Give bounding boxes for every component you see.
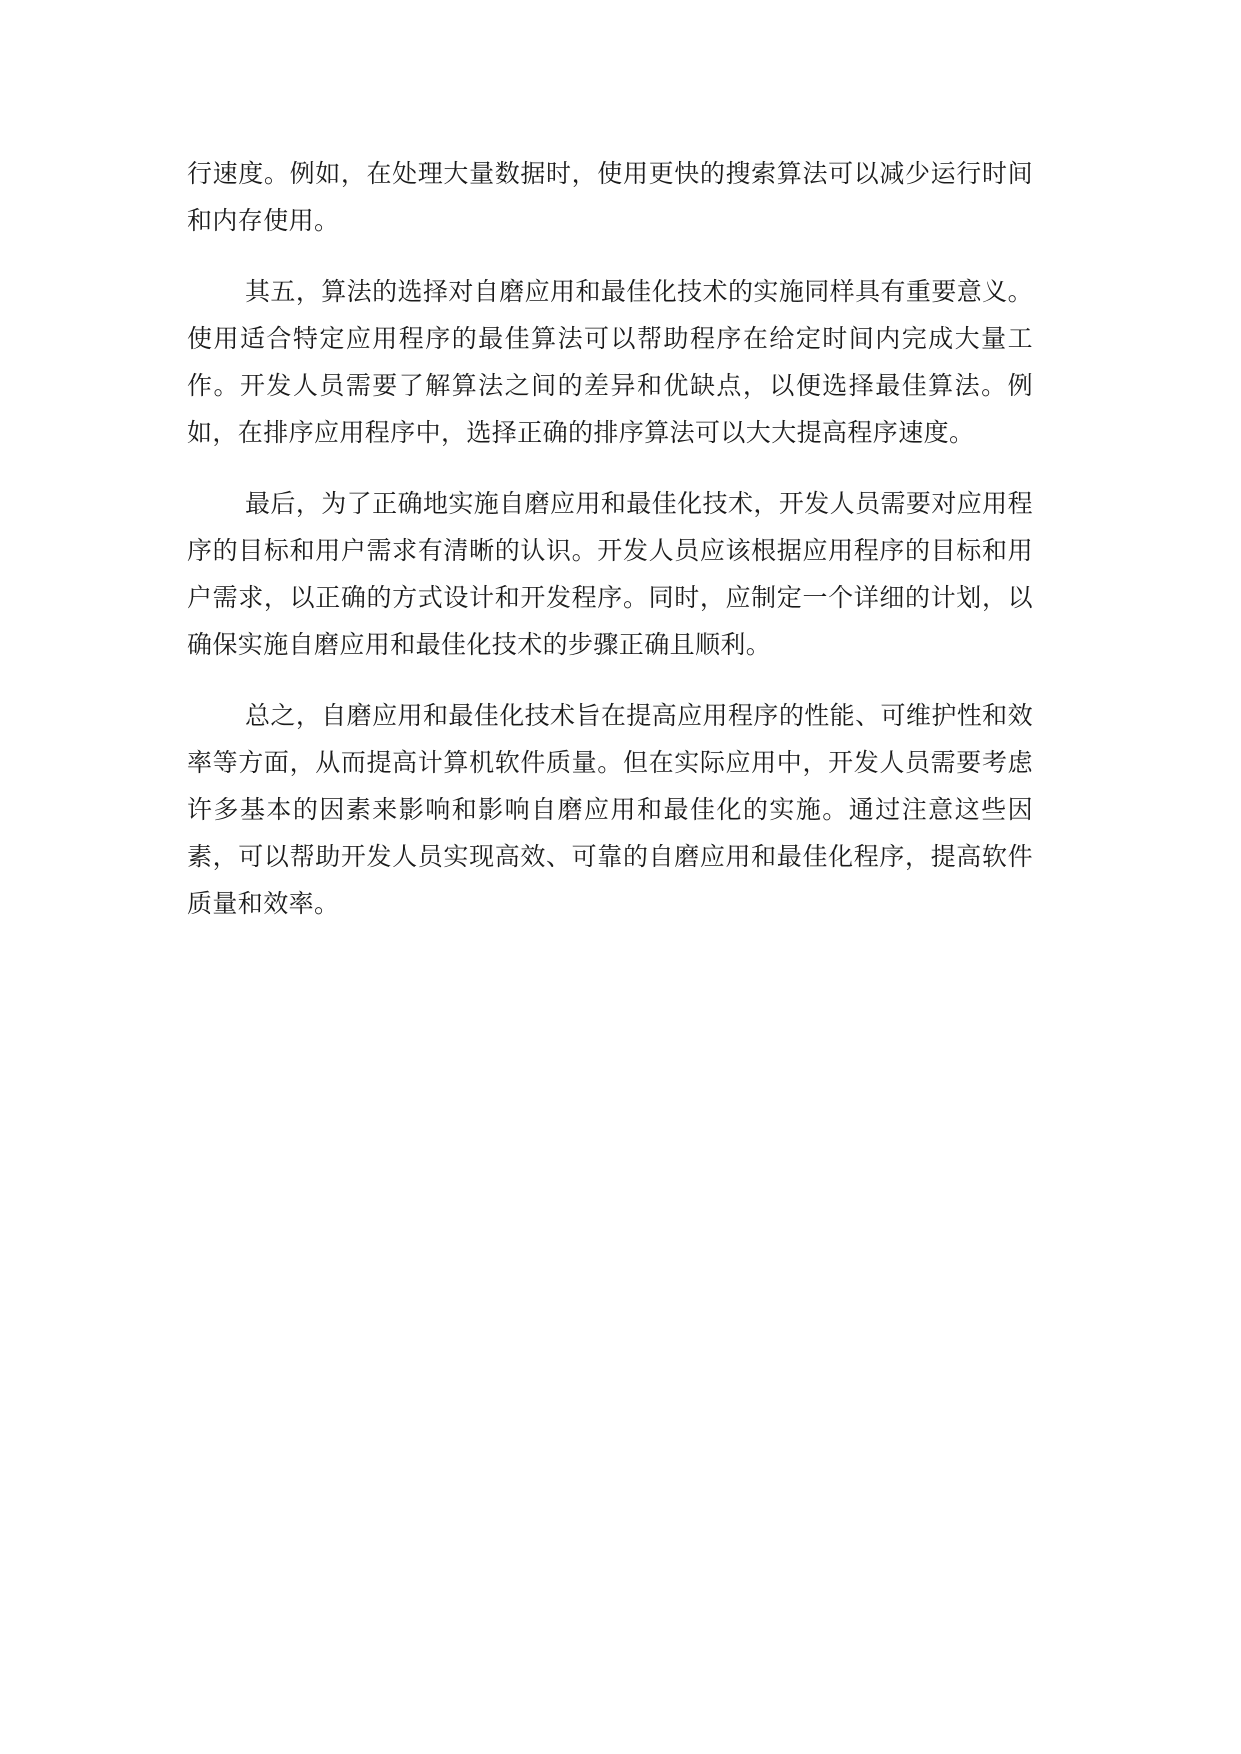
document-body [187, 150, 1033, 951]
paragraph-algorithm-choice: 其五，算法的选择对自磨应用和最佳化技术的实施同样具有重要意义。使用适合特定应用程序的最佳算法可以帮助程序在给定时间内完成大量工作。开发人员需要了解算法之间的差异和优缺点，以便选择最佳算法。例如，在排序应用程序中，选择正确的排序算法可以大大提高程序速度。 [187, 277, 1033, 447]
paragraph-implementation: 最后，为了正确地实施自磨应用和最佳化技术，开发人员需要对应用程序的目标和用户需求有清晰的认识。开发人员应该根据应用程序的目标和用户需求，以正确的方式设计和开发程序。同时，应制定一个详细的计划，以确保实施自磨应用和最佳化技术的步骤正确且顺利。 [187, 489, 1033, 659]
paragraph-continuation: 行速度。例如，在处理大量数据时，使用更快的搜索算法可以减少运行时间和内存使用。 [187, 159, 1033, 235]
paragraph-conclusion: 总之，自磨应用和最佳化技术旨在提高应用程序的性能、可维护性和效率等方面，从而提高计算机软件质量。但在实际应用中，开发人员需要考虑许多基本的因素来影响和影响自磨应用和最佳化的实施。通过注意这些因素，可以帮助开发人员实现高效、可靠的自磨应用和最佳化程序，提高软件质量和效率。 [187, 701, 1033, 918]
